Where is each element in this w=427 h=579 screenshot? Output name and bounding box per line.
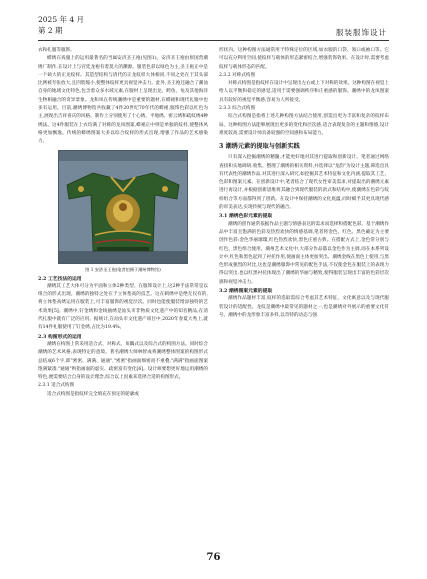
paragraph: 形状内。这种构图方法通常用于特殊定位的区域,如衣服的口袋、领口或袖口等。它可以充分利用空间,使纹样与载体的形态紧密结合,增强装饰效果。在设计时,需要考虑纹样与载体形态的匹配。 — [219, 48, 389, 70]
paragraph: 潮绣作品题材丰富,纹样的选取需综合考虑其艺术特征、文化寓意以及与现代服装设计的适配性。龙纹是潮绣中最常见的题材之一,也是潮绣对外展示的重要文化符号。潮绣中的龙形象丰富多样,以奇特的动态与强 — [219, 296, 389, 318]
running-header — [38, 14, 84, 36]
section-heading-3: 3 潮绣元素的提取与创新实践 — [219, 143, 300, 151]
robe-illustration — [59, 151, 187, 263]
paragraph: 适合式构图是指纹样完全填充在预定的轮廓或 — [47, 391, 139, 397]
header-issue: 第 2 期 — [38, 26, 63, 35]
section-heading-3-1: 3.1 潮绣色彩元素的提取 — [219, 213, 273, 220]
figure-caption: 图 1 安济圣王袍(笔者拍摄于潮州博物馆) — [85, 266, 161, 272]
figure-robe-photo — [58, 150, 188, 264]
paragraph: 衣和扎服等服饰。 — [38, 48, 75, 53]
paragraph: 潮绣的创作通常依据作品主题与情感表达的需求而选择和搭配色彩。基于潮绣作品中丰富且饱满的色彩及热烈欢快的情感基调,笔者将金色、红色、黑色确定为主要创作色彩:金色华丽璀璨,红色热烈欢快,黑色庄重古典。在搭配方式上,金色常分别与红色、黑色组合使用。潮州艺术文化中,大部分作品都以金色作为主调,而在本系列设计中,红色和黑色起到了衬托作用,使画面主体更加突出。潮绣金线在黑色上使用,与黑色形成强烈的对比,这也是潮绣服饰中常见的配色手法,不仅使金色在服装上的表现力得以突出,也以红黑衬托体现出了潮绣的华丽与精致,使得服装呈现出丰富的色彩层次感和视觉冲击力。 — [219, 221, 389, 285]
section-heading-3-2: 3.2 潮绣图案元素的提取 — [219, 288, 273, 295]
right-column — [219, 47, 389, 320]
section-heading-2-3: 2.3 构图形式的运用 — [38, 333, 82, 340]
left-column — [38, 47, 208, 399]
subsection-heading-2-3-3: 2.3.3 综合式构图 — [219, 106, 256, 112]
paragraph: 蟒绣在戏服上的运用最著名的当属安济圣王袍(见图1)。安济圣王袍由原国营潮绣厂制作,在设计上与宫廷龙袍有着莫大的渊源。服装色彩以绿色为主,圣王袍正中是一个硕大的正龙纹样。其造型结构与清代的正龙纹样大体相同,不同之处在于其头部比例被夸张放大,且四肢缩小,使整体纹样更具视觉冲击力。此外,圣王袍还融合了潮汕自身的地域文化特色,包含着众多水域元素,在服材上呈现出龙、鳄鱼、龟及其他海洋生物相融合的奇异景象。龙和凤在传统潮绣中是重要的题材,在蟒裙和现代礼服中也多有运用。目前,潮绣博物馆共收藏了4件20世纪70年代的蟒裙,服饰色彩以红色为主,展现出吉祥喜庆的风格。制作上分别使用了十心绣、平地绣、密云绣和疏纹绣4种绣法。这4件服装在上衣均满了对称的龙凤图案,蟒裙正中则是单独的纹样,使整体风格更加飘逸。传统的蟒绣图案大多以综合纹样的形式出现,增强了作品的艺术感染力。 — [38, 56, 208, 145]
header-year-month: 2025 年 4 月 — [38, 15, 85, 24]
paragraph: 综合式构图是指将上述几种构图方法结合使用,创造出更为丰富和复杂的纹样布局。这种构图方法能够展现出更多的变化和层次感,适合表现复杂的主题和情感,设计难度较高,需要设计师具备较强的空间感和布局能力。 — [219, 114, 389, 136]
paragraph: 潮绣其工艺大体可分为平面和立体2种类型。在服饰设计上,这2种手法常常是以组合的形式出现。潮绣的独特之处在于立体垫高的技艺。这在刺绣中是绝无仅有的,将立体垫高绣运用在服装上,可丰富服饰的视觉层次。同时也能使服装增添独特的艺术效果[5]。潮绣中,钉金绣和金线抽绣是汕头市非物质文化遗产中的知名精品,在清代扎服中就有广泛的应用。据统计,在汕头市文化遗产项目中,2020年春夏大秀上,就有14件礼服使用了钉金绣,占比为19.4%。 — [38, 283, 208, 331]
paragraph: 潮绣在构图上常采用适合式、对称式、角隅式以及综合式的构图方法。同时综合潮绣的艺术风格,表现特定的意境。著名潮绣大师林智成将潮绣整体图案的构图形式总结成6个字,即"密密、满满、通通","密密"指画面细密而不重叠,"满满"指画面图案饱满紧凑,"通通"则指画面的虚实、疏密富有变化[6]。设计师要想更好地运用潮绣的特色,便需要结合自身的设计理念,综合以上因素来选择合适的构图形式。 — [38, 341, 208, 381]
page-number: 76 — [206, 552, 221, 563]
header-divider — [38, 40, 389, 41]
subsection-heading-2-3-2: 2.3.2 对称式构图 — [219, 72, 256, 78]
journal-name: 服装服饰设计 — [336, 28, 387, 37]
subsection-heading-2-3-1: 2.3.1 适合式构图 — [38, 383, 75, 389]
paragraph: 只有深入挖掘潮绣的精髓,才能更好地对其进行提取和创新设计。笔者通过网络查找和实地调研,收集、整理了潮绣的相关资料,并选择以"龙韵"为设计主题,筛选出具有代表性的潮绣作品,对其进行深入研究,如挖掘其艺术特征和文化内涵,提取其工艺、色彩和图案元素。在创新设计中,笔者结合了现代女性审美需求,对提取出的潮绣元素进行再设计,并根据创新思维将其融合到现代服装的款式和结构中,使潮绣在色彩与纹样组合等方面都得到了创新。在设计中保持潮绣的文化底蕴,同时赋予其更具现代感的审美表达,实现传统与现代的融合。 — [219, 155, 389, 211]
section-heading-2-2: 2.2 工艺技法的运用 — [38, 275, 82, 282]
paragraph: 对称式构图是指纹样在设计中呈现出左右或上下对称的效果。这种构图在视觉上给人以平衡和稳定的感觉,适用于需要强调秩序和庄重感的服饰。潮绣中的龙凤图案具有较好的视觉平衡感,容易为人所接受。 — [219, 81, 389, 103]
